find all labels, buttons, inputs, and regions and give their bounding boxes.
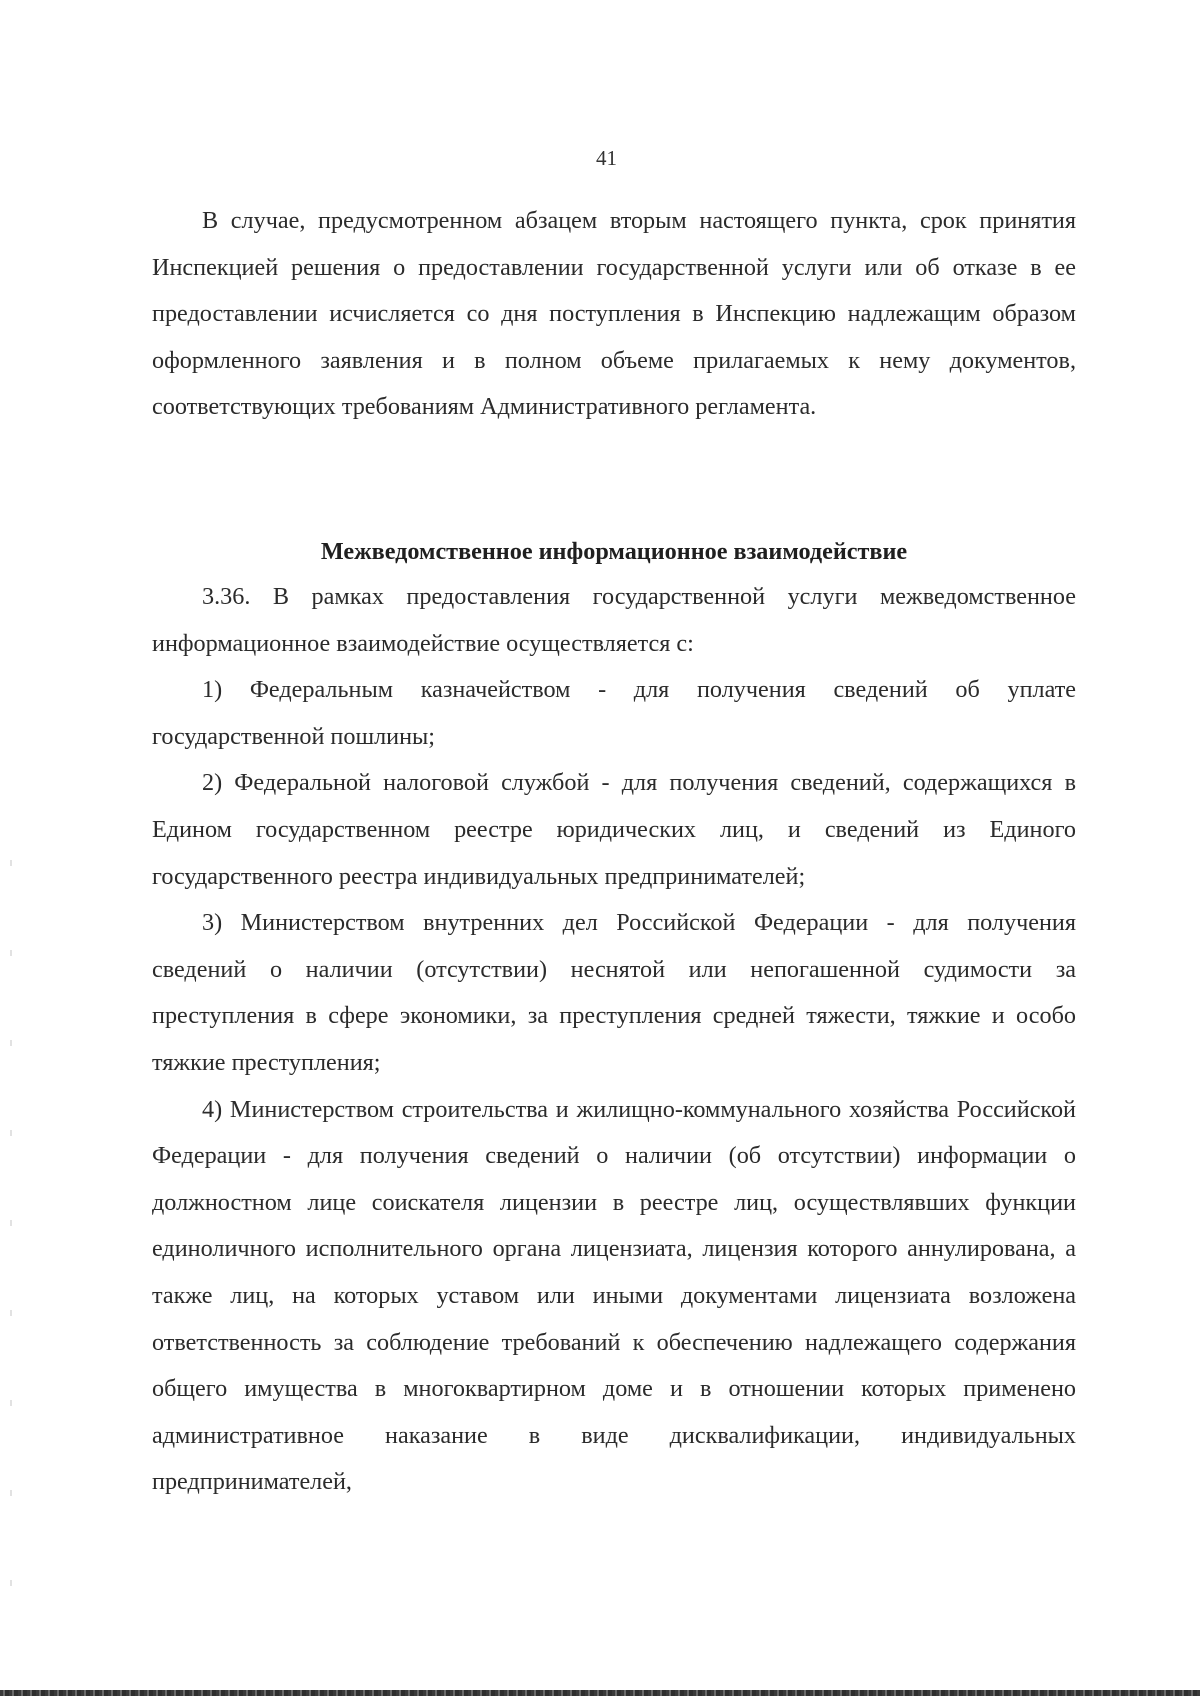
section-heading: Межведомственное информационное взаимодействие bbox=[320, 538, 908, 565]
list-item: 3) Министерством внутренних дел Российской Федерации - для получения сведений о наличии (отсутствии) неснятой или непогашенной судимости за преступления в сфере экономики, за преступления средней тяжести, тяжкие и особо тяжкие преступления; bbox=[152, 909, 1076, 1076]
paragraph: В случае, предусмотренном абзацем вторым настоящего пункта, срок принятия Инспекцией решения о предоставлении государственной услуги или об отказе в ее предоставлении исчисляется со дня поступления в Инспекцию надлежащим образом оформленного заявления и в полном объеме прилагаемых к нему документов, соответствующих требованиям Административного регламента. bbox=[152, 207, 1076, 421]
intro-section bbox=[152, 198, 1076, 431]
paragraph: 3.36. В рамках предоставления государственной услуги межведомственное информационное взаимодействие осуществляется с: bbox=[152, 583, 1076, 657]
list-item: 4) Министерством строительства и жилищно-коммунального хозяйства Российской Федерации - для получения сведений о наличии (об отсутствии) информации о должностном лице соискателя лицензии в реестре лиц, осуществлявших функции единоличного исполнительного органа лицензиата, лицензия которого аннулирована, а также лиц, на которых уставом или иными документами лицензиата возложена ответственность за соблюдение требований к обеспечению надлежащего содержания общего имущества в многоквартирном доме и в отношении которых применено административное наказание в виде дисквалификации, индивидуальных предпринимателей, bbox=[152, 1095, 1076, 1496]
list-item: 2) Федеральной налоговой службой - для получения сведений, содержащихся в Едином государственном реестре юридических лиц, и сведений из Единого государственного реестра индивидуальных предпринимателей; bbox=[152, 769, 1076, 890]
list-item: 1) Федеральным казначейством - для получения сведений об уплате государственной пошлины; bbox=[152, 676, 1076, 750]
scan-margin-artifact bbox=[10, 820, 12, 1620]
scan-bottom-edge bbox=[0, 1690, 1200, 1696]
interaction-section bbox=[152, 574, 1076, 1506]
page-number: 41 bbox=[596, 146, 617, 170]
